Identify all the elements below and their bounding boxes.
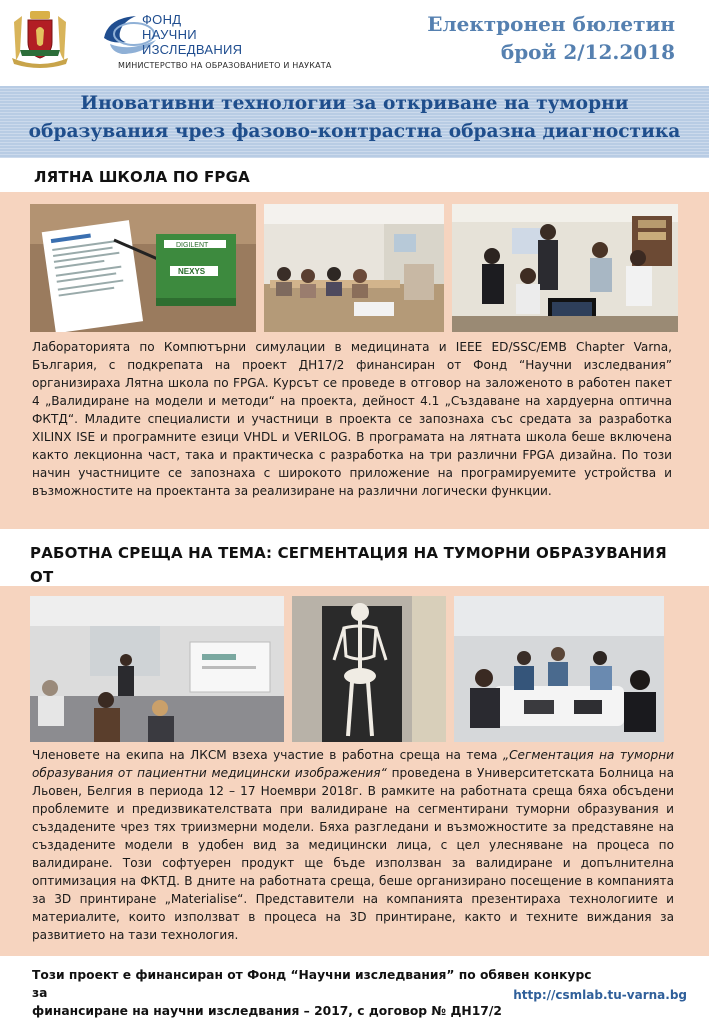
fund-name-line3: ИЗСЛЕДВАНИЯ <box>142 42 243 57</box>
ministry-label: МИНИСТЕРСТВО НА ОБРАЗОВАНИЕТО И НАУКАТА <box>118 61 332 70</box>
section2-text-rest: проведена в Университетската Болница на Льовен, Белгия в периода 12 – 17 Ноември 2018г. В рамките на работната среща бяха обсъдени проблемите и предизвикателствата при валидиране на сегментирани туморни образувания и създадените чрез тях триизмерни модели. Бяха разгледани и възможностите за представяне на създадените модели в удобен вид за медицински лица, с цел улесняване на процеса по валидиране. Този софтуерен продукт ще бъде използван за валидиране и допълнителна оптимизация на ФКТД. В дните на работната среща, беше организирано посещение в компанията за 3D принтиране „Materialise“. Представители на компанията презентираха технологиите и материалите, които използват в процеса на 3D принтиране, както и техните виждания за развитието на тази технология. <box>32 766 675 942</box>
funding-note <box>32 966 592 1020</box>
coat-of-arms-logo <box>8 8 72 70</box>
banner-title-line2: образувания чрез фазово-контрастна образна диагностика <box>28 121 681 142</box>
fund-name-line1: ФОНД <box>142 12 182 27</box>
section2-title-line1: РАБОТНА СРЕЩА НА ТЕМА: СЕГМЕНТАЦИЯ НА ТУМОРНИ ОБРАЗУВАНИЯ ОТ <box>30 544 667 586</box>
banner-title-line1: Иновативни технологии за откриване на туморни <box>80 93 629 114</box>
photo-fpga-kit <box>30 204 256 332</box>
photo-meeting <box>454 596 664 742</box>
photo-classroom <box>264 204 444 332</box>
section2-paragraph <box>32 746 674 944</box>
fund-name-line2: НАУЧНИ <box>142 27 197 42</box>
section2-text-topic: „Сегментация на туморни образувания от пациентни медицински изображения“ <box>32 748 674 780</box>
photo-skeleton <box>292 596 446 742</box>
section1-title: ЛЯТНА ШКОЛА ПО FPGA <box>34 168 250 186</box>
photo-lecture <box>30 596 284 742</box>
photo-flyer-brand: DIGILENT <box>176 242 209 249</box>
bulletin-issue: брой 2/12.2018 <box>500 40 675 64</box>
website-link[interactable]: http://csmlab.tu-varna.bg <box>513 988 687 1002</box>
banner-title <box>20 90 689 146</box>
section2-text-intro: Членовете на екипа на ЛКСМ взеха участие в работна среща на тема <box>32 748 503 762</box>
funding-note-line2: финансиране на научни изследвания – 2017, с договор № ДН17/2 <box>32 1004 502 1018</box>
funding-note-line1: Този проект е финансиран от Фонд “Научни изследвания” по обявен конкурс за <box>32 968 592 1000</box>
photo-students <box>452 204 678 332</box>
bulletin-title: Електронен бюлетин <box>427 12 675 36</box>
photo-box-brand: NEXYS <box>178 267 206 276</box>
section1-paragraph: Лабораторията по Компютърни симулации в медицината и IEEE ED/SSC/EMB Chapter Varna, България, с подкрепата на проект ДН17/2 финансиран от Фонд “Научни изследвания” организираха Лятна школа по FPGA. Курсът се проведе в отговор на заложеното в работен пакет 4 „Валидиране на модели и методи“ на проекта, дейност 4.1 „Създаване на хардуерна оптична ФКТД“. Младите специалисти и участници в проекта се запознаха със средата за разработка XILINX ISE и програмните езици VHDL и VERILOG. В програмата на лятната школа беше включена както лекционна част, така и практическа с разработка на три различни FPGA дизайна. По този начин участниците се запознаха с широкото приложение на програмируемите устройства и възможностите на проектанта за реализиране на различни логически функции. <box>32 340 672 498</box>
